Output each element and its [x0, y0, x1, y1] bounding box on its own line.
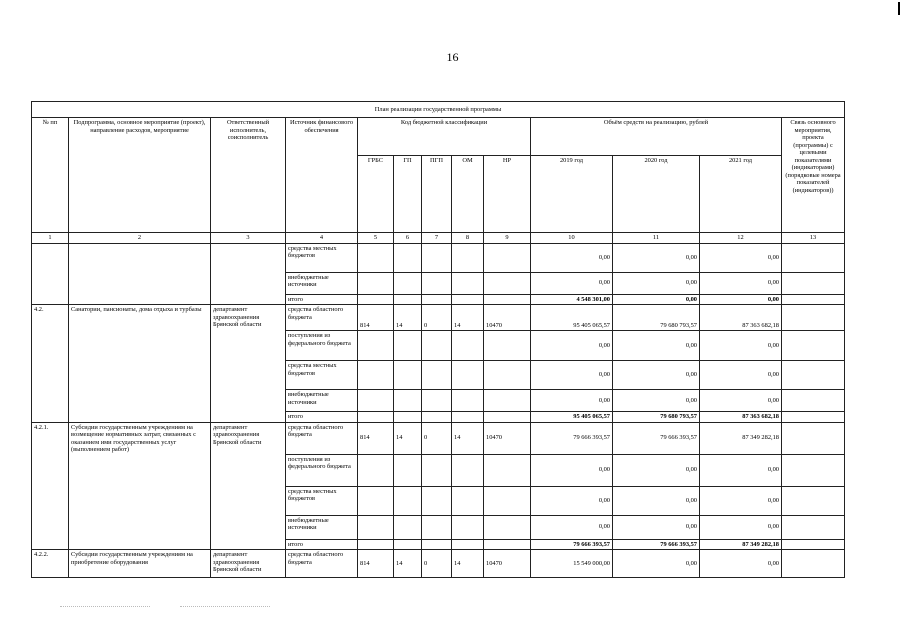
- cell-name: [69, 243, 211, 305]
- total-2021: 87 363 682,18: [700, 412, 782, 423]
- value-2020: 0,00: [613, 486, 700, 515]
- header-nr: НР: [484, 156, 531, 233]
- value-2019: 0,00: [531, 515, 613, 539]
- value-2019: 0,00: [531, 486, 613, 515]
- header-gp: ГП: [394, 156, 422, 233]
- col-number: 11: [613, 233, 700, 244]
- code-nr: 10470: [484, 305, 531, 331]
- value-2019: 79 666 393,57: [531, 422, 613, 454]
- cell-responsible: департамент здравоохранения Брянской области: [211, 305, 286, 423]
- source-federal: поступления из федерального бюджета: [286, 331, 358, 361]
- cell-responsible: [211, 243, 286, 305]
- code-om: 14: [452, 550, 484, 578]
- value-2021: 0,00: [700, 550, 782, 578]
- col-number: 3: [211, 233, 286, 244]
- value-2020: 0,00: [613, 243, 700, 272]
- cell-responsible: департамент здравоохранения Брянской области: [211, 550, 286, 578]
- value-2020: 79 666 393,57: [613, 422, 700, 454]
- table-row: [32, 422, 845, 454]
- value-2019: 0,00: [531, 390, 613, 412]
- total-2019: 95 405 065,57: [531, 412, 613, 423]
- value-2019: 0,00: [531, 361, 613, 390]
- header-om: ОМ: [452, 156, 484, 233]
- value-2021: 0,00: [700, 454, 782, 486]
- source-local: средства местных бюджетов: [286, 486, 358, 515]
- col-number: 1: [32, 233, 69, 244]
- scan-edge-mark: [898, 2, 900, 15]
- value-2019: 0,00: [531, 272, 613, 294]
- col-number: 6: [394, 233, 422, 244]
- source-federal: поступления из федерального бюджета: [286, 454, 358, 486]
- cell-num: [32, 243, 69, 305]
- table-caption: План реализации государственной программы: [32, 102, 845, 118]
- table-row: [32, 243, 845, 272]
- header-name: Подпрограмма, основное мероприятие (проект), направление расходов, мероприятие: [69, 118, 211, 233]
- value-2020: 0,00: [613, 390, 700, 412]
- source-extra: внебюджетные источники: [286, 515, 358, 539]
- source-local: средства местных бюджетов: [286, 243, 358, 272]
- source-local: средства местных бюджетов: [286, 361, 358, 390]
- table-row: [32, 305, 845, 331]
- value-2021: 87 363 682,18: [700, 305, 782, 331]
- value-2020: 0,00: [613, 331, 700, 361]
- source-total: итого: [286, 539, 358, 550]
- scan-artifact: [60, 606, 150, 607]
- cell-responsible: департамент здравоохранения Брянской области: [211, 422, 286, 550]
- value-2021: 0,00: [700, 361, 782, 390]
- source-regional: средства областного бюджета: [286, 422, 358, 454]
- code-om: 14: [452, 422, 484, 454]
- code-nr: 10470: [484, 550, 531, 578]
- value-2020: 0,00: [613, 272, 700, 294]
- code-pgp: 0: [422, 305, 452, 331]
- header-pgp: ПГП: [422, 156, 452, 233]
- source-regional: средства областного бюджета: [286, 305, 358, 331]
- header-2019: 2019 год: [531, 156, 613, 233]
- table-row: [32, 550, 845, 578]
- code-gp: 14: [394, 422, 422, 454]
- value-2021: 0,00: [700, 243, 782, 272]
- cell-num: 4.2.: [32, 305, 69, 423]
- cell-name: Субсидии государственным учреждениям на возмещение нормативных затрат, связанных с оказанием ими государственных услуг (выполнением работ): [69, 422, 211, 550]
- value-2019: 0,00: [531, 243, 613, 272]
- header-volume: Объём средств на реализацию, рублей: [531, 118, 782, 156]
- col-number: 12: [700, 233, 782, 244]
- source-total: итого: [286, 412, 358, 423]
- header-2020: 2020 год: [613, 156, 700, 233]
- total-2021: 0,00: [700, 294, 782, 305]
- col-number: 4: [286, 233, 358, 244]
- code-gp: 14: [394, 550, 422, 578]
- header-num: № пп: [32, 118, 69, 233]
- cell-name: Субсидии государственным учреждениям на приобретение оборудования: [69, 550, 211, 578]
- header-grbs: ГРБС: [358, 156, 394, 233]
- code-nr: 10470: [484, 422, 531, 454]
- header-2021: 2021 год: [700, 156, 782, 233]
- value-2020: 0,00: [613, 515, 700, 539]
- total-2019: 79 666 393,57: [531, 539, 613, 550]
- column-numbers-row: [32, 233, 845, 244]
- col-number: 8: [452, 233, 484, 244]
- header-budget-code: Код бюджетной классификации: [358, 118, 531, 156]
- value-2019: 0,00: [531, 454, 613, 486]
- total-2020: 79 666 393,57: [613, 539, 700, 550]
- source-extra: внебюджетные источники: [286, 390, 358, 412]
- value-2020: 79 680 793,57: [613, 305, 700, 331]
- header-responsible: Ответственный исполнитель, соисполнитель: [211, 118, 286, 233]
- value-2019: 0,00: [531, 331, 613, 361]
- col-number: 2: [69, 233, 211, 244]
- value-2021: 0,00: [700, 515, 782, 539]
- cell-num: 4.2.1.: [32, 422, 69, 550]
- col-number: 10: [531, 233, 613, 244]
- code-grbs: 814: [358, 305, 394, 331]
- value-2019: 95 405 065,57: [531, 305, 613, 331]
- value-2021: 0,00: [700, 486, 782, 515]
- header-link: Связь основного мероприятия, проекта (программы) с целевыми показателями (индикаторами) (порядковые номера показателей (индикаторов)): [782, 118, 845, 233]
- code-grbs: 814: [358, 550, 394, 578]
- code-pgp: 0: [422, 422, 452, 454]
- code-pgp: 0: [422, 550, 452, 578]
- cell-name: Санатории, пансионаты, дома отдыха и турбазы: [69, 305, 211, 423]
- col-number: 7: [422, 233, 452, 244]
- code-gp: 14: [394, 305, 422, 331]
- cell-num: 4.2.2.: [32, 550, 69, 578]
- program-plan-table: [31, 101, 845, 578]
- code-grbs: 814: [358, 422, 394, 454]
- value-2019: 15 549 000,00: [531, 550, 613, 578]
- total-2020: 79 680 793,57: [613, 412, 700, 423]
- code-om: 14: [452, 305, 484, 331]
- col-number: 9: [484, 233, 531, 244]
- total-2019: 4 548 301,00: [531, 294, 613, 305]
- header-row: [32, 118, 845, 156]
- value-2020: 0,00: [613, 361, 700, 390]
- total-2020: 0,00: [613, 294, 700, 305]
- value-2020: 0,00: [613, 454, 700, 486]
- value-2021: 0,00: [700, 390, 782, 412]
- page-number: 16: [446, 50, 459, 64]
- value-2021: 87 349 282,18: [700, 422, 782, 454]
- col-number: 13: [782, 233, 845, 244]
- value-2020: 0,00: [613, 550, 700, 578]
- caption-row: [32, 102, 845, 118]
- col-number: 5: [358, 233, 394, 244]
- source-total: итого: [286, 294, 358, 305]
- source-regional: средства областного бюджета: [286, 550, 358, 578]
- total-2021: 87 349 282,18: [700, 539, 782, 550]
- scan-artifact: [180, 606, 270, 607]
- source-extra: внебюджетные источники: [286, 272, 358, 294]
- value-2021: 0,00: [700, 331, 782, 361]
- header-source: Источник финансового обеспечения: [286, 118, 358, 233]
- value-2021: 0,00: [700, 272, 782, 294]
